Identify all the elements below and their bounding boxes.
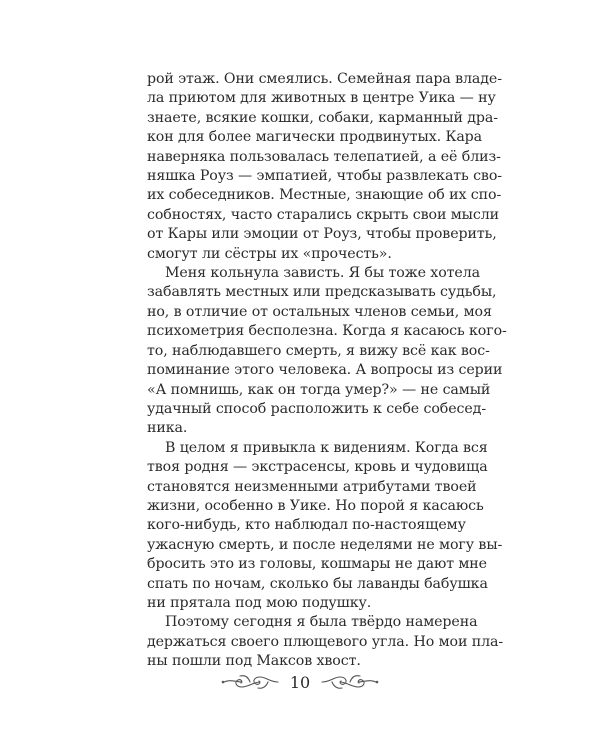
text-line: рой этаж. Они смеялись. Семейная пара владе-: [147, 71, 502, 87]
text-line: жизни, особенно в Уике. Но порой я касаюсь: [147, 497, 484, 514]
flourish-right-icon: [320, 671, 380, 693]
text-line: бросить это из головы, кошмары не дают мне: [147, 556, 487, 573]
paragraph: [147, 439, 503, 614]
text-line: знаете, всякие кошки, собаки, карманный дра-: [147, 109, 498, 126]
text-line: поминание этого человека. А вопросы из серии: [147, 362, 503, 379]
text-line: но, в отличие от остальных членов семьи, моя: [147, 303, 492, 320]
text-line: кого-нибудь, кто наблюдал по-настоящему: [147, 517, 466, 534]
flourish-left-icon: [220, 671, 280, 693]
text-line: Поэтому сегодня я была твёрдо намерена: [165, 614, 478, 631]
text-line: кон для более магически продвинутых. Кара: [147, 129, 483, 146]
text-line: ника.: [147, 420, 188, 437]
text-line: твоя родня — экстрасенсы, кровь и чудовища: [147, 459, 488, 476]
text-line: спать по ночам, сколько бы лаванды бабушка: [147, 575, 488, 592]
text-line: В целом я привыкла к видениям. Когда вся: [165, 439, 488, 456]
text-line: держаться своего плющевого угла. Но мои пла-: [147, 633, 504, 650]
body-text: [147, 70, 507, 672]
text-line: смогут ли сёстры их «прочесть».: [147, 245, 392, 262]
text-line: ны пошли под Максов хвост.: [147, 653, 361, 670]
text-line: ужасную смерть, и после неделями не могу вы-: [147, 536, 503, 553]
text-line: ни прятала под мою подушку.: [147, 594, 372, 611]
text-line: наверняка пользовалась телепатией, а её близ-: [147, 148, 501, 165]
text-line: психометрия бесполезна. Когда я касаюсь кого-: [147, 323, 507, 340]
text-line: ла приютом для животных в центре Уика — ну: [147, 90, 496, 107]
page-number: 10: [289, 672, 311, 692]
text-line: няшка Роуз — эмпатией, чтобы развлекать сво-: [147, 168, 502, 185]
text-line: забавлять местных или предсказывать судьбы,: [147, 284, 497, 301]
paragraph: [147, 70, 502, 264]
text-line: «А помнишь, как он тогда умер?» — не самый: [147, 381, 491, 398]
text-line: то, наблюдавшего смерть, я вижу всё как вос-: [147, 342, 490, 359]
page-footer: [0, 667, 600, 697]
text-line: становятся неизменными атрибутами твоей: [147, 478, 477, 495]
text-line: Меня кольнула зависть. Я бы тоже хотела: [165, 265, 480, 282]
text-line: их собеседников. Местные, знающие об их спо-: [147, 187, 502, 204]
text-line: удачный способ расположить к себе собесед-: [147, 400, 487, 417]
text-line: собностях, часто старались скрыть свои мысли: [147, 206, 499, 223]
paragraph: [147, 264, 507, 439]
text-line: от Кары или эмоции от Роуз, чтобы проверить,: [147, 226, 497, 243]
paragraph: [147, 613, 504, 671]
